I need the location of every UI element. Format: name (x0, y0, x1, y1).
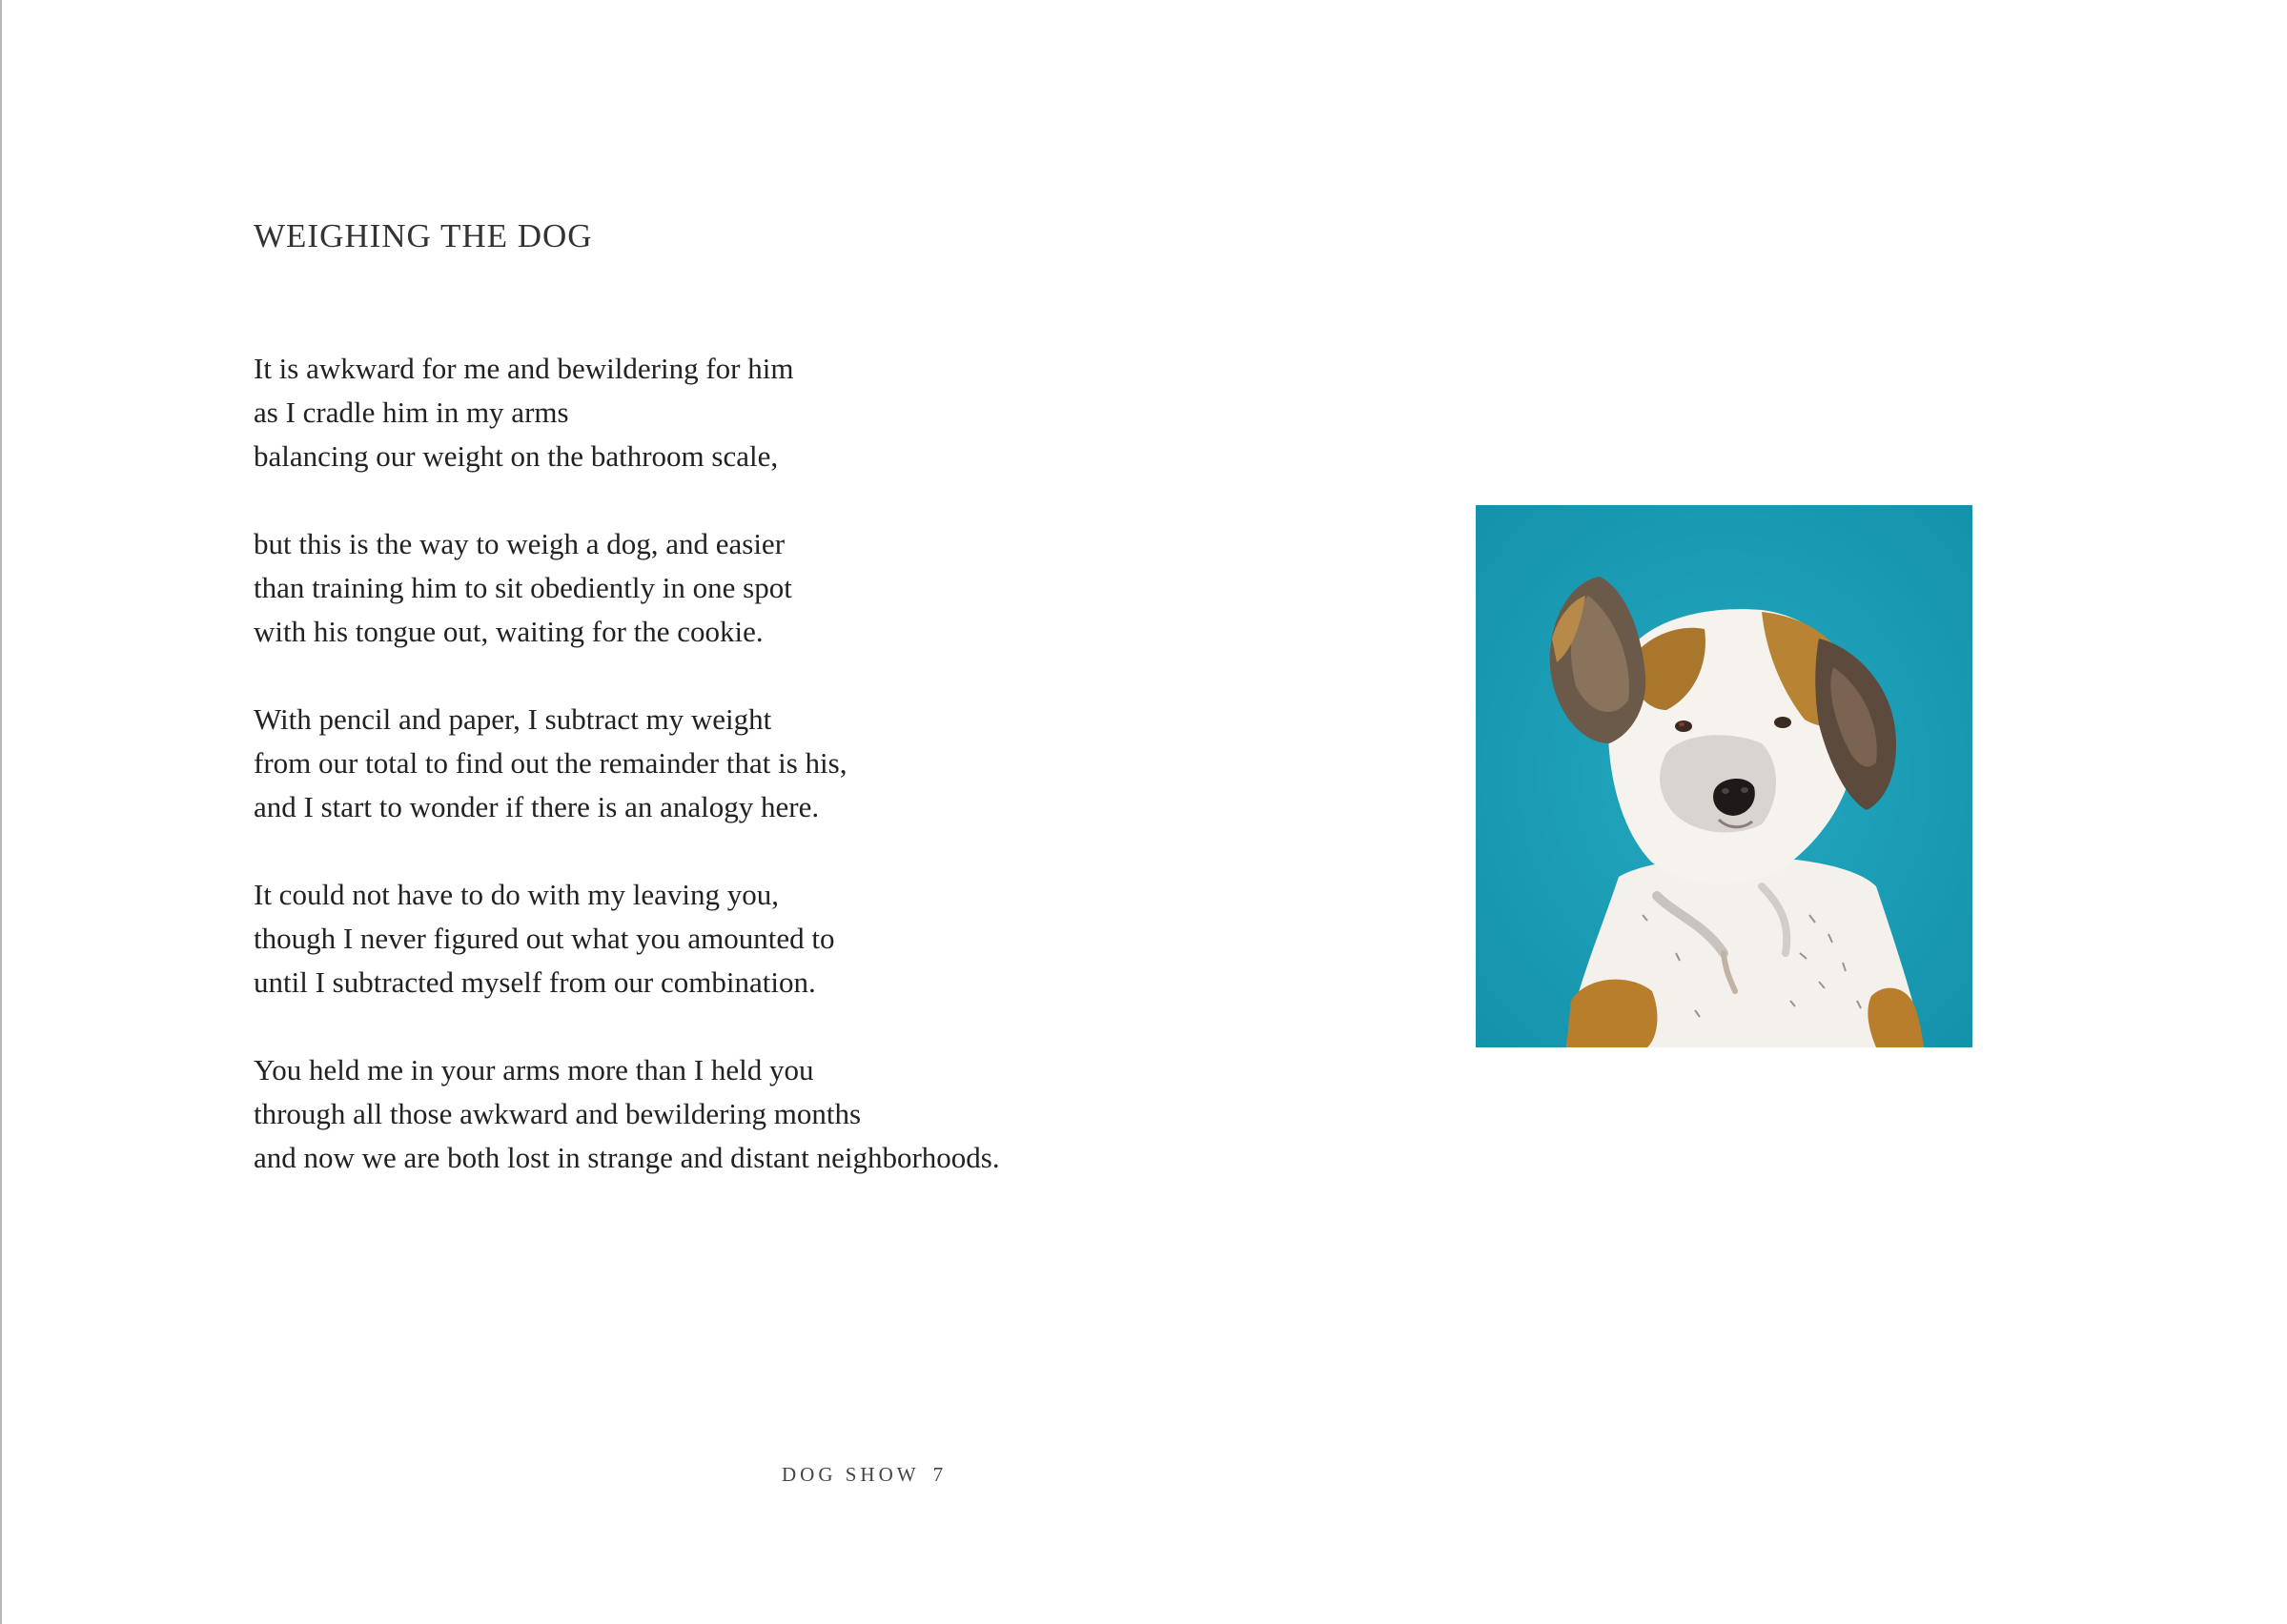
poem-line: and I start to wonder if there is an analogy here. (254, 790, 820, 823)
poem-line: With pencil and paper, I subtract my weight (254, 702, 772, 736)
poem-line: You held me in your arms more than I held you (254, 1053, 814, 1086)
stanza (254, 522, 1000, 654)
poem-title: WEIGHING THE DOG (254, 217, 593, 254)
dog-painting-icon (1476, 505, 1972, 1047)
poem-line: and now we are both lost in strange and distant neighborhoods. (254, 1141, 1000, 1174)
stanza (254, 873, 1000, 1005)
poem-line: through all those awkward and bewildering months (254, 1097, 862, 1130)
poem-body (254, 347, 1000, 1224)
poem-line: as I cradle him in my arms (254, 396, 569, 429)
poem-line: but this is the way to weigh a dog, and easier (254, 527, 786, 560)
poem-line: with his tongue out, waiting for the cookie. (254, 615, 764, 648)
poem-line: balancing our weight on the bathroom scale, (254, 439, 779, 473)
stanza (254, 1048, 1000, 1180)
poem-line: though I never figured out what you amounted to (254, 922, 835, 955)
poem-line: than training him to sit obediently in one spot (254, 571, 792, 604)
stanza (254, 698, 1000, 829)
poem-line: until I subtracted myself from our combination. (254, 965, 816, 999)
page-edge-rule (0, 0, 2, 1624)
poem-line: from our total to find out the remainder that is his, (254, 746, 847, 780)
poem-line: It is awkward for me and bewildering for him (254, 352, 794, 385)
page-number: 7 (932, 1463, 948, 1486)
dog-illustration (1476, 505, 1972, 1047)
page-footer (782, 1463, 947, 1487)
running-title: DOG SHOW (782, 1463, 920, 1486)
stanza (254, 347, 1000, 478)
poem-line: It could not have to do with my leaving you, (254, 878, 780, 911)
